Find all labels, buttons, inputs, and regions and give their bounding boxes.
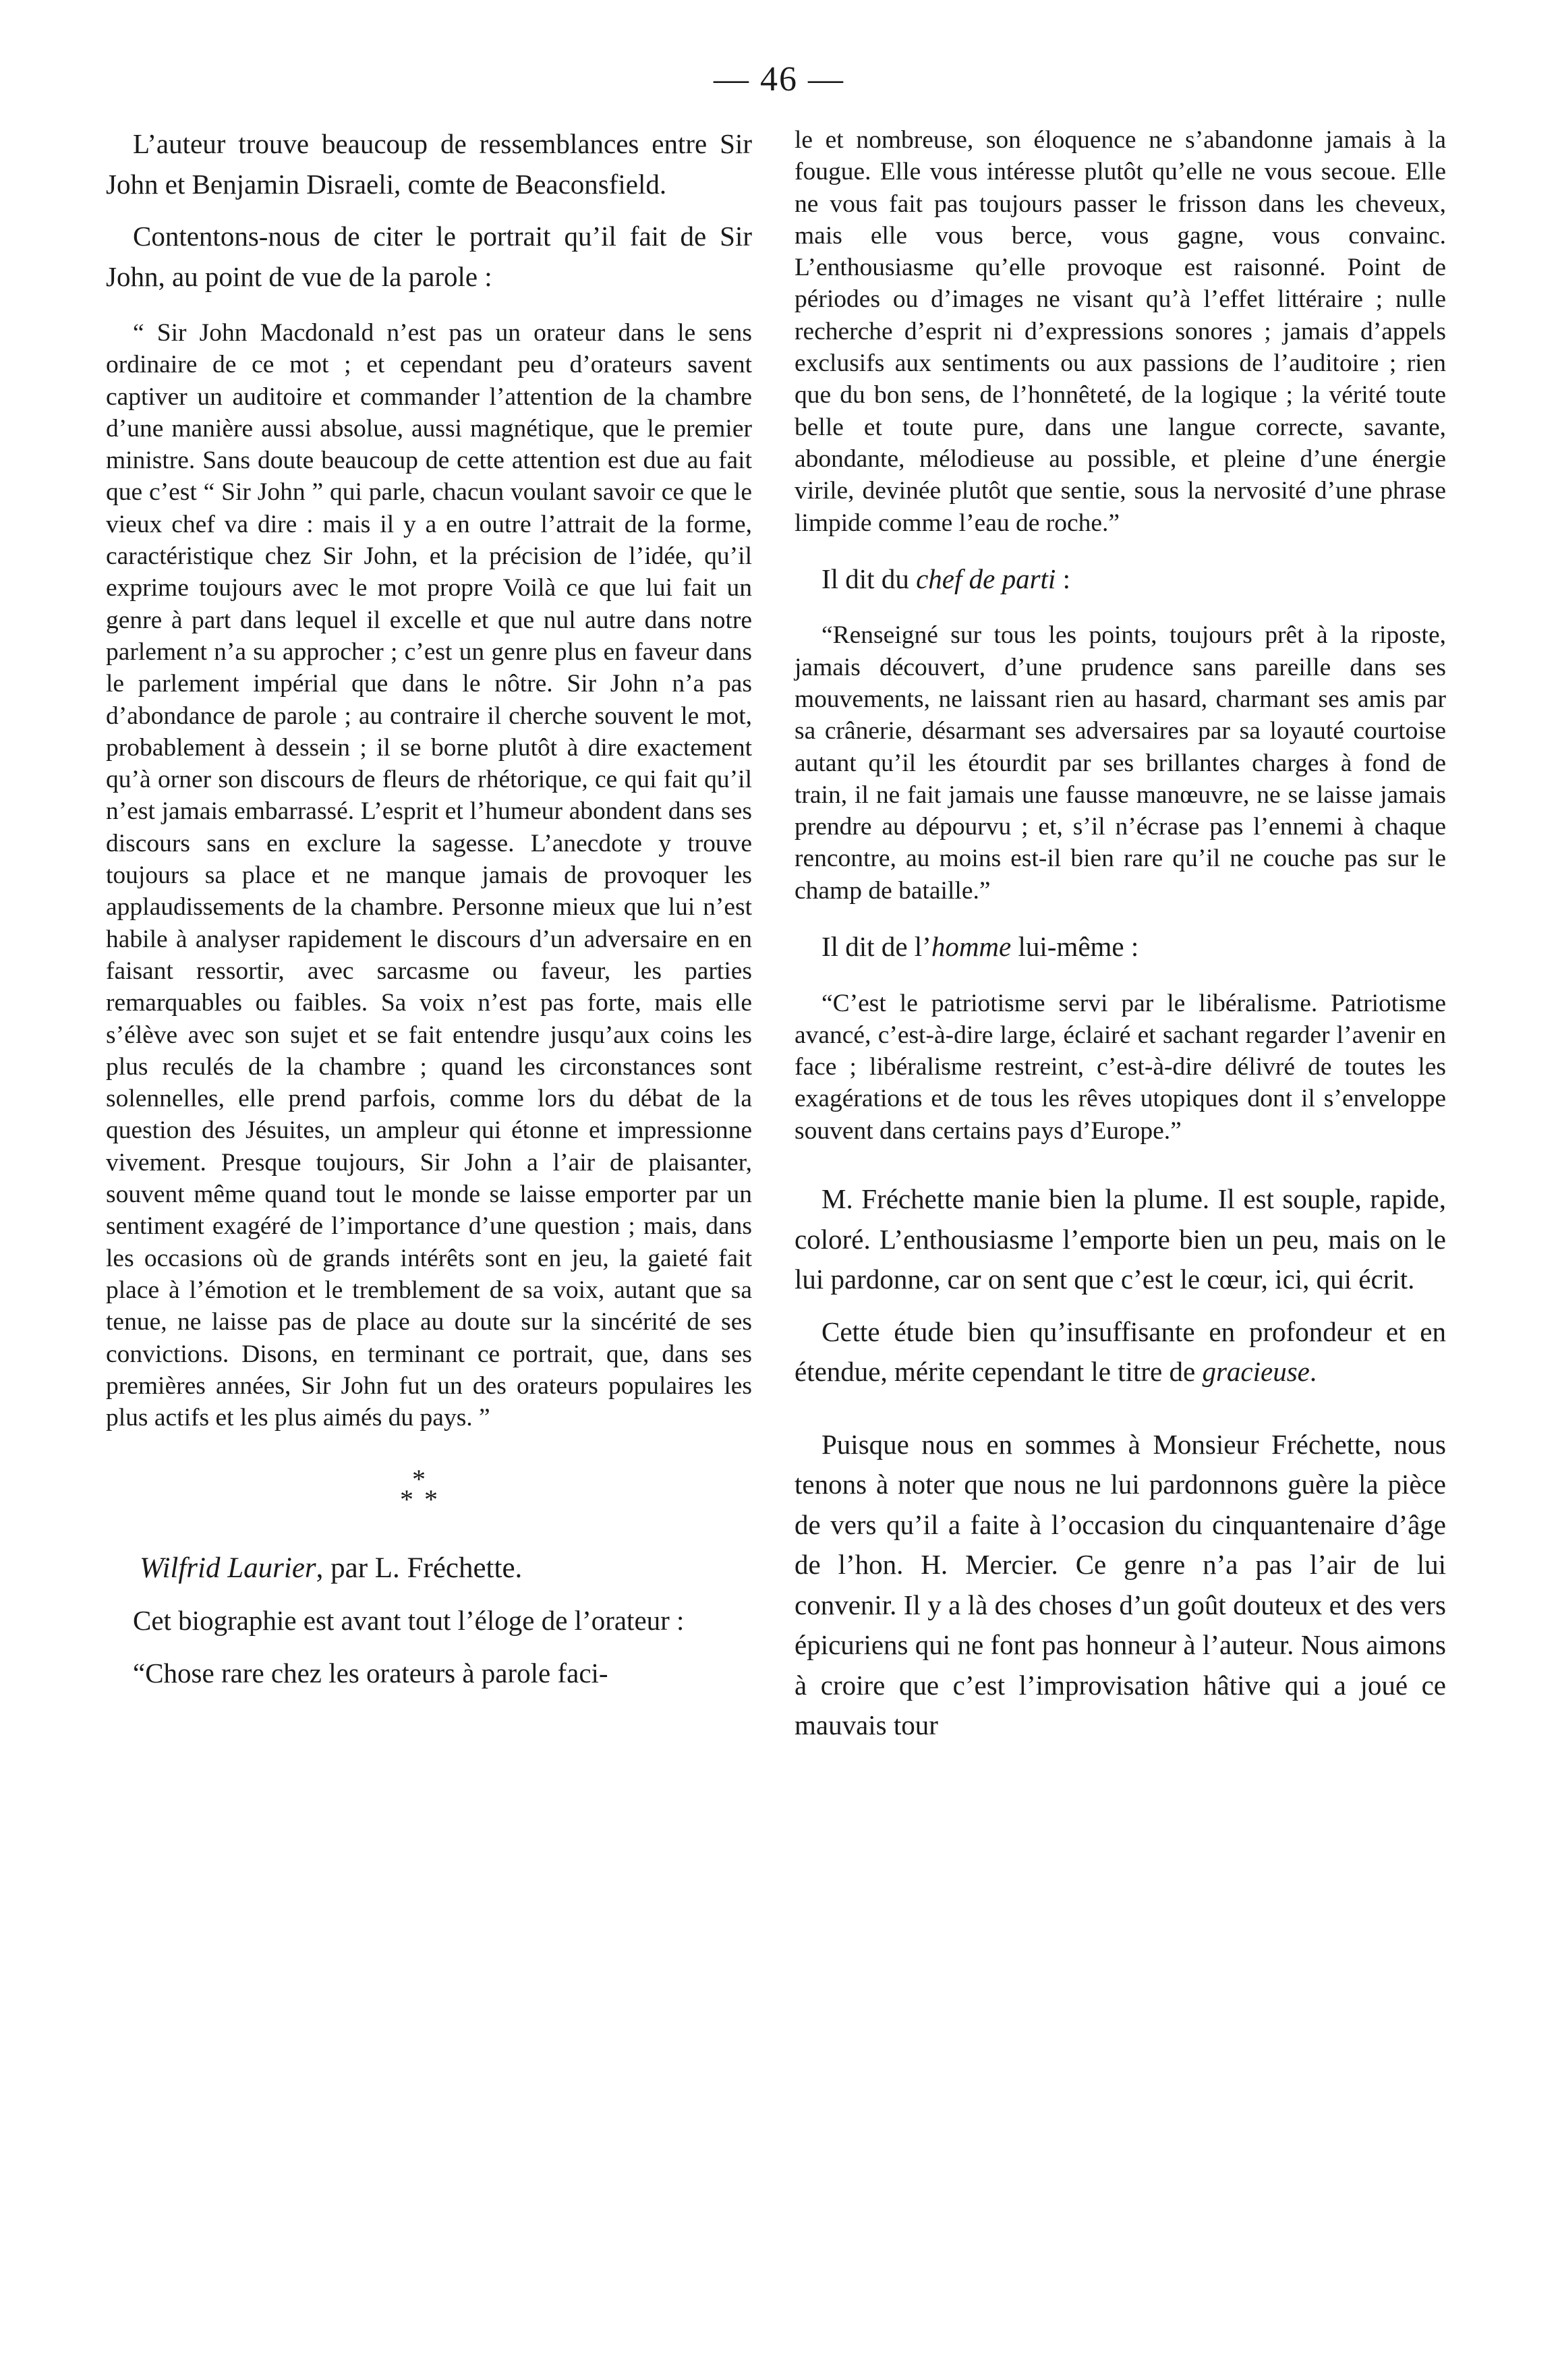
quote-laurier-eloquence: le et nombreuse, son éloquence ne s’abandonne jamais à la fougue. Elle vous intéresse plutôt qu’elle ne vous secoue. Elle ne vous fait pas toujours passer le frisson dans les cheveux, mais elle vous berce, vous gagne, vous convainc. L’enthousiasme qu’elle provoque est raisonné. Point de périodes ou d’images ne visant qu’à l’effet littéraire ; nulle recherche d’esprit ni d’expressions sonores ; jamais d’appels exclusifs aux sentiments ou aux passions de l’auditoire ; rien que du bon sens, de l’honnêteté, de la logique ; la vérité toute belle et toute pure, dans une langue correcte, savante, abondante, mélodieuse au possible, et pleine d’une énergie virile, devinée plutôt que sentie, sous la nervosité d’une phrase limpide comme l’eau de roche.”: [795, 126, 1446, 537]
paragraph-citation-lead: Contentons-nous de citer le portrait qu’il fait de Sir John, au point de vue de la parole :: [106, 221, 752, 292]
section-asterism: [106, 1461, 752, 1514]
text-emphasis: chef de parti: [916, 563, 1056, 594]
text-prefix: Il dit du: [821, 563, 917, 594]
text-prefix: Cette étude bien qu’insuffisante en profondeur et en étendue, mérite cependant le titre de: [795, 1315, 1446, 1388]
quote-macdonald-portrait: “ Sir John Macdonald n’est pas un orateur dans le sens ordinaire de ce mot ; et cependant peu d’orateurs savent captiver un auditoire et commander l’attention de la chambre d’une manière aussi absolue, aussi magnétique, que le premier ministre. Sans doute beaucoup de cette attention est due au fait que c’est “ Sir John ” qui parle, chacun voulant savoir ce que le vieux chef va dire : mais il y a en outre l’attrait de la forme, caractéristique chez Sir John, et la précision de l’idée, qu’il exprime toujours avec le mot propre Voilà ce que lui fait un genre à part dans lequel il excelle et que nul autre dans notre parlement n’a su approcher ; c’est un genre plus en faveur dans le parlement impérial que dans le nôtre. Sir John n’a pas d’abondance de parole ; au contraire il cherche souvent le mot, probablement à dessein ; il se borne plutôt à dire exactement qu’à orner son discours de fleurs de rhétorique, ce qui fait qu’il n’est jamais embarrassé. L’esprit et l’humeur abondent dans ses discours sans en exclure la sagesse. L’anecdote y trouve toujours sa place et ne manque jamais de provoquer les applaudissements de la chambre. Personne mieux que lui n’est habile à analyser rapidement le discours d’un adversaire en en faisant ressortir, avec sarcasme ou faveur, les parties remarquables ou faibles. Sa voix n’est pas forte, mais elle s’élève avec son sujet et se fait entendre jusqu’aux coins les plus reculés de la chambre ; quand les circonstances sont solennelles, elle prend parfois, comme lors du débat de la question des Jésuites, un ampleur qui étonne et impressionne vivement. Presque toujours, Sir John a l’air de plaisanter, souvent même quand tout le monde se laisse emporter par un sentiment exagéré de l’importance d’une question ; mais, dans les occasions où de grands intérêts sont en jeu, la gaieté fait place à l’émotion et le tremblement de sa voix, autant que sa tenue, ne laisse pas de place au doute sur la sincérité de ses convictions. Disons, en terminant ce portrait, que, dans ses premières années, Sir John fut un des orateurs populaires les plus actifs et les plus aimés du pays. ”: [106, 319, 752, 1432]
asterism-star: *: [424, 1484, 438, 1515]
paragraph-chef-de-parti: [795, 559, 1446, 600]
text-emphasis: homme: [931, 931, 1012, 963]
paragraph-mercier-verse: Puisque nous en sommes à Monsieur Fréchette, nous tenons à noter que nous ne lui pardonnons guère la pièce de vers qu’il a faite à l’occasion du cinquantenaire d’âge de l’hon. H. Mercier. Ce genre n’a pas l’air de lui convenir. Il y a là des choses d’un goût douteux et des vers épicuriens qui ne font pas honneur à l’auteur. Nous aimons à croire que c’est l’improvisation hâtive qui a joué ce mauvais tour: [795, 1428, 1446, 1741]
right-column: [795, 124, 1446, 1746]
text-suffix: .: [1309, 1356, 1317, 1388]
quote-patriotisme: “C’est le patriotisme servi par le libéralisme. Patriotisme avancé, c’est-à-dire large, éclairé et sachant regarder l’avenir en face ; libéralisme restreint, c’est-à-dire délivré de toutes les exagérations et de tous les rêves utopiques dont il s’enveloppe souvent dans certains pays d’Europe.”: [795, 989, 1446, 1145]
text-emphasis: gracieuse: [1202, 1356, 1310, 1388]
paragraph-intro: L’auteur trouve beaucoup de ressemblances entre Sir John et Benjamin Disraeli, comte de Beaconsfield.: [106, 128, 752, 200]
asterism-star: *: [412, 1464, 426, 1495]
paragraph-laurier-lead: Cet biographie est avant tout l’éloge de l’orateur :: [133, 1605, 685, 1637]
paragraph-etude-gracieuse: [795, 1312, 1446, 1392]
paragraph-quote-start: “Chose rare chez les orateurs à parole faci-: [133, 1657, 608, 1689]
paragraph-frechette-style: M. Fréchette manie bien la plume. Il est souple, rapide, coloré. L’enthousiasme l’emporte bien un peu, mais on le lui pardonne, car on sent que c’est le cœur, ici, qui écrit.: [795, 1183, 1446, 1295]
text-suffix: lui-même :: [1011, 931, 1139, 963]
section-heading: [106, 1548, 752, 1589]
page-number: — 46 —: [714, 60, 844, 98]
text-suffix: :: [1056, 563, 1070, 594]
heading-title: Wilfrid Laurier: [140, 1552, 316, 1585]
left-column: [106, 124, 752, 1693]
paragraph-homme: [795, 927, 1446, 967]
quote-chef-de-parti: “Renseigné sur tous les points, toujours prêt à la riposte, jamais découvert, d’une prudence sans pareille dans ses mouvements, ne laissant rien au hasard, charmant ses amis par sa crânerie, désarmant ses adversaires par sa loyauté courtoise autant qu’il les étourdit par ses brillantes charges à fond de train, il ne fait jamais une fausse manœuvre, ne se laisse jamais prendre au dépourvu ; et, s’il n’écrase pas l’ennemi à chaque rencontre, au moins est-il bien rare qu’il ne couche pas sur le champ de bataille.”: [795, 621, 1446, 905]
text-prefix: Il dit de l’: [821, 931, 931, 963]
asterism-star: *: [400, 1484, 413, 1515]
heading-author: , par L. Fréchette.: [316, 1552, 523, 1585]
